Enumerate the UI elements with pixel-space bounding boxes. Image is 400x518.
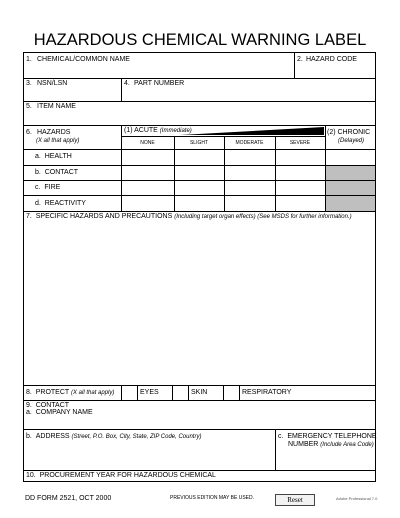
address-field[interactable] (24, 441, 274, 469)
chronic-sublabel: (Delayed) (338, 138, 365, 144)
hazard-row-reactivity: d. REACTIVITY (35, 200, 86, 207)
protect-skin-checkbox[interactable] (173, 386, 187, 400)
acute-severity-wedge (180, 126, 325, 136)
emergency-phone-label-2: NUMBER (Include Area Code) (288, 441, 374, 448)
specific-hazards-heading: 7. SPECIFIC HAZARDS AND PRECAUTIONS (Including target organ effects) (See MSDS for further information.) (26, 213, 352, 220)
fire-slight-checkbox[interactable] (175, 181, 224, 195)
level-slight: SLIGHT (189, 140, 209, 146)
hazard-row-contact: b. CONTACT (35, 169, 79, 176)
chronic-shaded-area (326, 165, 375, 211)
chemical-name-label: CHEMICAL/COMMON NAME (37, 56, 130, 63)
health-severe-checkbox[interactable] (276, 150, 325, 165)
hazards-label: HAZARDS (37, 129, 71, 136)
chemical-name-number: 1. (26, 56, 32, 63)
protect-respiratory-label: RESPIRATORY (242, 389, 292, 396)
company-name-field[interactable] (24, 416, 375, 428)
level-severe: SEVERE (289, 140, 311, 146)
item-name-label: ITEM NAME (37, 103, 76, 110)
health-moderate-checkbox[interactable] (225, 150, 275, 165)
hazard-code-label: HAZARD CODE (306, 56, 357, 63)
reactivity-moderate-checkbox[interactable] (225, 196, 275, 211)
level-moderate: MODERATE (235, 140, 264, 146)
part-number-label: PART NUMBER (134, 80, 185, 87)
reactivity-severe-checkbox[interactable] (276, 196, 325, 211)
hazards-number: 6. (26, 129, 32, 136)
protect-heading: 8. PROTECT (X all that apply) (26, 389, 115, 396)
chronic-label: (2) CHRONIC (327, 129, 371, 136)
protect-eyes-checkbox[interactable] (122, 386, 136, 400)
health-chronic-checkbox[interactable] (326, 150, 375, 165)
procurement-year-field[interactable] (24, 479, 375, 481)
specific-hazards-textarea[interactable] (24, 222, 375, 384)
contact-slight-checkbox[interactable] (175, 166, 224, 180)
company-name-label: a. COMPANY NAME (26, 409, 93, 416)
procurement-year-label: 10. PROCUREMENT YEAR FOR HAZARDOUS CHEMICAL (26, 472, 216, 479)
hazard-row-health: a. HEALTH (35, 153, 72, 160)
contact-severe-checkbox[interactable] (276, 166, 325, 180)
nsn-lsn-number: 3. (26, 80, 32, 87)
hazards-sublabel: (X all that apply) (36, 138, 80, 144)
protect-eyes-label: EYES (140, 389, 159, 396)
emergency-phone-field[interactable] (276, 450, 375, 469)
fire-moderate-checkbox[interactable] (225, 181, 275, 195)
contact-heading: 9. CONTACT (26, 402, 70, 409)
contact-none-checkbox[interactable] (122, 166, 174, 180)
hazard-row-fire: c. FIRE (35, 184, 61, 191)
fire-none-checkbox[interactable] (122, 181, 174, 195)
hazard-code-number: 2. (297, 56, 303, 63)
reactivity-slight-checkbox[interactable] (175, 196, 224, 211)
protect-respiratory-checkbox[interactable] (224, 386, 238, 400)
health-none-checkbox[interactable] (122, 150, 174, 165)
item-name-field[interactable] (24, 102, 375, 125)
previous-edition-note: PREVIOUS EDITION MAY BE USED. (170, 495, 254, 501)
health-slight-checkbox[interactable] (175, 150, 224, 165)
item-name-number: 5. (26, 103, 32, 110)
reactivity-none-checkbox[interactable] (122, 196, 174, 211)
reset-button[interactable]: Reset (275, 494, 315, 506)
level-none: NONE (140, 140, 155, 146)
protect-skin-label: SKIN (191, 389, 208, 396)
form-id: DD FORM 2521, OCT 2000 (25, 495, 112, 502)
acute-label: (1) ACUTE (Immediate) (124, 127, 192, 134)
address-label: b. ADDRESS (Street, P.O. Box, City, State, ZIP Code, Country) (26, 433, 202, 440)
software-note: Adobe Professional 7.0 (336, 496, 378, 501)
fire-severe-checkbox[interactable] (276, 181, 325, 195)
nsn-lsn-label: NSN/LSN (37, 80, 68, 87)
part-number-number: 4. (124, 80, 130, 87)
emergency-phone-label: c. EMERGENCY TELEPHONE (278, 433, 377, 440)
contact-moderate-checkbox[interactable] (225, 166, 275, 180)
form-title: HAZARDOUS CHEMICAL WARNING LABEL (33, 31, 367, 49)
